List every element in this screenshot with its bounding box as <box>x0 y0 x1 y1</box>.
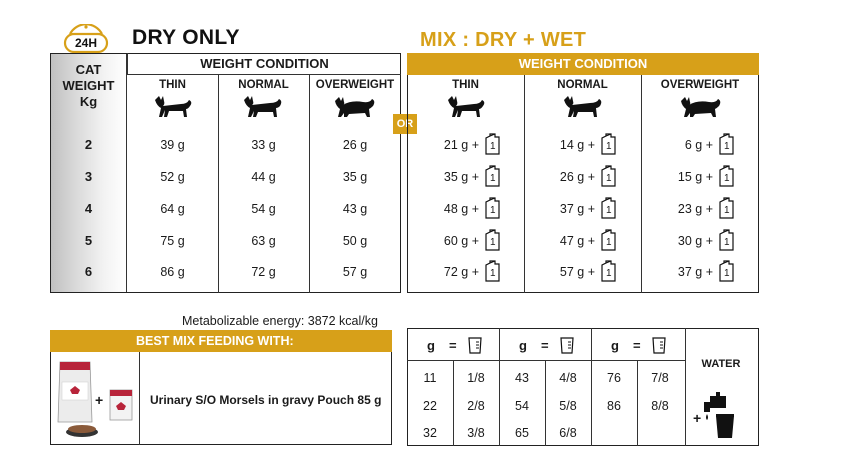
water-tap-icon <box>693 392 746 447</box>
water-plus-sign: + <box>693 410 702 426</box>
pouch-count: 1 <box>606 173 612 184</box>
kg-value: 3 <box>84 169 93 184</box>
mix-cell-dry-amount: 37 g + <box>559 202 595 216</box>
dry-only-title: DRY ONLY <box>132 26 240 49</box>
measuring-cup-icon <box>559 336 575 359</box>
pouch-icon <box>599 229 617 251</box>
dry-col-overweight: OVERWEIGHT <box>315 79 395 91</box>
kg-value: 2 <box>84 137 93 152</box>
mix-col-thin: THIN <box>452 79 479 91</box>
dry-col-thin: THIN <box>159 79 186 91</box>
pouch-icon <box>717 260 735 282</box>
24h-badge <box>62 24 110 54</box>
pouch-count: 1 <box>724 268 730 279</box>
mix-cell-dry-amount: 6 g + <box>684 138 713 152</box>
mix-col-normal: NORMAL <box>557 79 608 91</box>
kg-value: 4 <box>84 201 93 216</box>
pouch-count: 1 <box>724 173 730 184</box>
grams-value: 76 <box>607 371 621 385</box>
kg-value: 5 <box>84 233 93 248</box>
measuring-cup-icon <box>651 336 667 359</box>
grams-value: 86 <box>607 399 621 413</box>
dry-cell: 54 g <box>251 202 276 216</box>
grams-value: 65 <box>515 426 529 440</box>
pouch-icon <box>483 260 501 282</box>
metabolizable-energy: Metabolizable energy: 3872 kcal/kg <box>182 314 378 328</box>
mix-col-divider <box>641 75 642 293</box>
equals-sign: = <box>633 338 641 353</box>
mix-cell-dry-amount: 72 g + <box>443 265 479 279</box>
dry-cell: 64 g <box>160 202 185 216</box>
grams-value: 32 <box>423 426 437 440</box>
pouch-count: 1 <box>490 268 496 279</box>
mix-cell-dry-amount: 23 g + <box>677 202 713 216</box>
pouch-icon <box>717 165 735 187</box>
conv-divider <box>591 328 592 446</box>
mix-cell-dry-amount: 57 g + <box>559 265 595 279</box>
pouch-count: 1 <box>490 205 496 216</box>
mix-cell-dry-amount: 15 g + <box>677 170 713 184</box>
mix-col-overweight: OVERWEIGHT <box>660 79 740 91</box>
grams-value: 11 <box>423 371 437 385</box>
kg-value: 6 <box>84 264 93 279</box>
pouch-icon <box>717 229 735 251</box>
dry-col-divider <box>218 75 219 293</box>
mix-cell-dry-amount: 21 g + <box>443 138 479 152</box>
pouch-count: 1 <box>490 237 496 248</box>
mix-cell-dry-amount: 60 g + <box>443 234 479 248</box>
pouch-count: 1 <box>724 141 730 152</box>
cups-value: 6/8 <box>559 426 577 440</box>
mix-cell-dry-amount: 26 g + <box>559 170 595 184</box>
mix-cell-dry-amount: 48 g + <box>443 202 479 216</box>
mix-cell-dry-amount: 47 g + <box>559 234 595 248</box>
thin-cat-icon <box>153 96 193 123</box>
normal-cat-icon <box>562 96 604 123</box>
pouch-icon <box>717 133 735 155</box>
dry-col-divider <box>309 75 310 293</box>
measuring-cup-icon <box>467 336 483 359</box>
cups-value: 2/8 <box>467 399 485 413</box>
dry-cell: 52 g <box>160 170 185 184</box>
24h-badge-label: 24H <box>74 36 97 50</box>
cups-value: 5/8 <box>559 399 577 413</box>
mix-cell-dry-amount: 37 g + <box>677 265 713 279</box>
mix-cell-dry-amount: 14 g + <box>559 138 595 152</box>
mix-cell-dry-amount: 35 g + <box>443 170 479 184</box>
cups-value: 8/8 <box>651 399 669 413</box>
dry-cell: 44 g <box>251 170 276 184</box>
best-mix-header: BEST MIX FEEDING WITH: <box>50 330 392 352</box>
grams-value: 43 <box>515 371 529 385</box>
overweight-cat-icon <box>333 96 377 123</box>
mix-cell-dry-amount: 30 g + <box>677 234 713 248</box>
mix-title: MIX : DRY + WET <box>420 29 587 51</box>
dry-cell: 35 g <box>342 170 368 184</box>
pouch-count: 1 <box>724 237 730 248</box>
conv-divider <box>685 328 686 446</box>
cups-value: 1/8 <box>467 371 485 385</box>
weight-label: WEIGHT <box>62 78 115 93</box>
grams-header: g <box>519 338 527 353</box>
cat-label: CAT <box>75 62 102 77</box>
conv-divider <box>453 360 454 446</box>
pouch-count: 1 <box>606 141 612 152</box>
dry-cell: 50 g <box>342 234 368 248</box>
dry-cell: 86 g <box>160 265 185 279</box>
normal-cat-icon <box>242 96 284 123</box>
equals-sign: = <box>449 338 457 353</box>
pouch-icon <box>599 133 617 155</box>
pouch-icon <box>483 197 501 219</box>
conv-divider <box>637 360 638 446</box>
pouch-count: 1 <box>606 237 612 248</box>
dry-cell: 26 g <box>342 138 368 152</box>
kg-label: Kg <box>79 94 98 109</box>
pouch-icon <box>717 197 735 219</box>
dry-cell: 63 g <box>251 234 276 248</box>
dry-cell: 57 g <box>342 265 368 279</box>
conv-divider <box>545 360 546 446</box>
conv-divider <box>499 328 500 446</box>
pouch-icon <box>483 165 501 187</box>
pouch-count: 1 <box>490 173 496 184</box>
dry-cell: 39 g <box>160 138 185 152</box>
conv-header-divider <box>407 360 685 361</box>
pouch-icon <box>599 165 617 187</box>
grams-value: 54 <box>515 399 529 413</box>
cups-value: 7/8 <box>651 371 669 385</box>
thin-cat-icon <box>446 96 486 123</box>
plus-sign: + <box>95 392 104 408</box>
dry-cell: 75 g <box>160 234 185 248</box>
pouch-count: 1 <box>724 205 730 216</box>
equals-sign: = <box>541 338 549 353</box>
cups-value: 3/8 <box>467 426 485 440</box>
grams-header: g <box>611 338 619 353</box>
or-badge: OR <box>393 114 417 134</box>
water-label: WATER <box>701 358 741 370</box>
dry-cell: 72 g <box>251 265 276 279</box>
best-mix-product-image <box>50 352 140 445</box>
dry-cell: 43 g <box>342 202 368 216</box>
best-mix-product-name: Urinary S/O Morsels in gravy Pouch 85 g <box>150 393 382 407</box>
pouch-count: 1 <box>606 205 612 216</box>
mix-col-divider <box>524 75 525 293</box>
dry-col-normal: NORMAL <box>238 79 289 91</box>
mix-weight-condition-header: WEIGHT CONDITION <box>407 53 759 75</box>
overweight-cat-icon <box>679 96 723 123</box>
grams-header: g <box>427 338 435 353</box>
cat-weight-header <box>50 62 127 110</box>
pouch-count: 1 <box>490 141 496 152</box>
dry-cell: 33 g <box>251 138 276 152</box>
pouch-icon <box>483 133 501 155</box>
pouch-count: 1 <box>606 268 612 279</box>
pouch-icon <box>599 197 617 219</box>
dry-weight-condition-header: WEIGHT CONDITION <box>127 53 401 75</box>
cups-value: 4/8 <box>559 371 577 385</box>
grams-value: 22 <box>423 399 437 413</box>
pouch-icon <box>483 229 501 251</box>
pouch-icon <box>599 260 617 282</box>
